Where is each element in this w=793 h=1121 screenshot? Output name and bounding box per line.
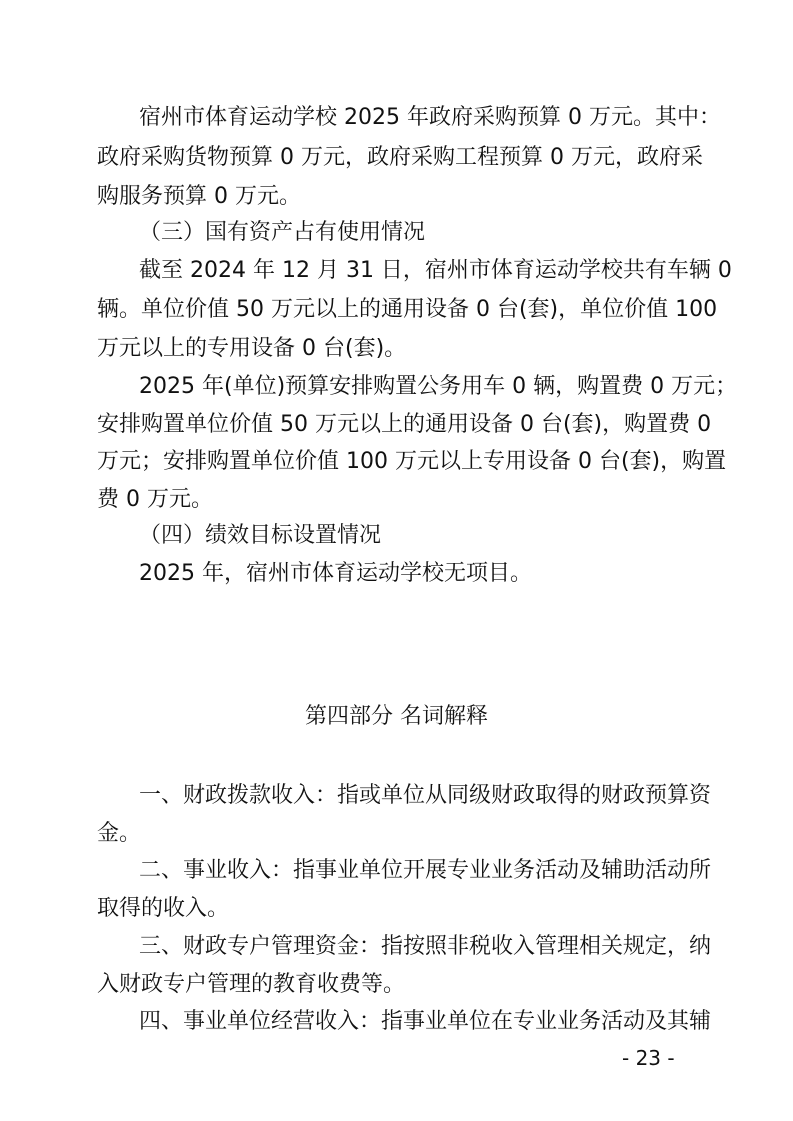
paragraph-purchase-line-4: 费 0 万元。 (97, 487, 213, 512)
paragraph-assets-line-3: 万元以上的专用设备 0 台(套)。 (97, 336, 407, 361)
paragraph-purchase-line-2: 安排购置单位价值 50 万元以上的通用设备 0 台(套)，购置费 0 (97, 412, 712, 437)
subheading-state-assets: （三）国有资产占有使用情况 (139, 220, 426, 245)
definition-1-line-2: 金。 (97, 821, 142, 846)
definition-2-line-2: 取得的收入。 (97, 896, 230, 921)
paragraph-assets-line-1: 截至 2024 年 12 月 31 日，宿州市体育运动学校共有车辆 0 (139, 258, 732, 283)
paragraph-purchase-line-1: 2025 年(单位)预算安排购置公务用车 0 辆，购置费 0 万元； (139, 374, 738, 399)
paragraph-procurement-line-3: 购服务预算 0 万元。 (97, 184, 301, 209)
page-number: - 23 - (622, 1046, 675, 1070)
definition-1-line-1: 一、财政拨款收入：指或单位从同级财政取得的财政预算资 (139, 783, 712, 808)
definition-3-line-1: 三、财政专户管理资金：指按照非税收入管理相关规定，纳 (139, 934, 712, 959)
paragraph-procurement-line-1: 宿州市体育运动学校 2025 年政府采购预算 0 万元。其中： (139, 105, 721, 130)
definition-4-line-1: 四、事业单位经营收入：指事业单位在专业业务活动及其辅 (139, 1009, 712, 1034)
paragraph-no-project: 2025 年，宿州市体育运动学校无项目。 (139, 561, 532, 586)
section-heading: 第四部分 名词解释 (305, 704, 488, 729)
definition-3-line-2: 入财政专户管理的教育收费等。 (97, 972, 406, 997)
paragraph-procurement-line-2: 政府采购货物预算 0 万元，政府采购工程预算 0 万元，政府采 (97, 145, 703, 170)
subheading-performance-goals: （四）绩效目标设置情况 (139, 523, 382, 548)
definition-2-line-1: 二、事业收入：指事业单位开展专业业务活动及辅助活动所 (139, 858, 712, 883)
paragraph-purchase-line-3: 万元；安排购置单位价值 100 万元以上专用设备 0 台(套)，购置 (97, 449, 727, 474)
paragraph-assets-line-2: 辆。单位价值 50 万元以上的通用设备 0 台(套)，单位价值 100 (97, 297, 718, 322)
